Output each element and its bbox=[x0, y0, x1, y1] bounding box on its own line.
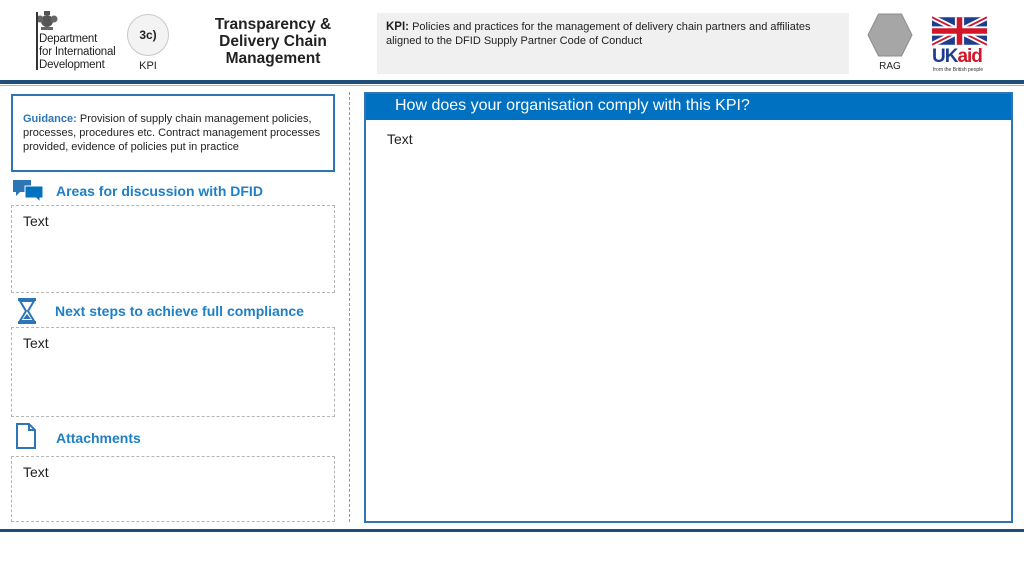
ukaid-aid: aid bbox=[957, 46, 982, 67]
next-steps-heading: Next steps to achieve full compliance bbox=[55, 303, 304, 319]
guidance-label: Guidance: bbox=[23, 113, 77, 125]
column-divider bbox=[349, 92, 350, 522]
kpi-description: Policies and practices for the management of delivery chain partners and affiliates aligned to the DFID Supply Partner Code of Conduct bbox=[386, 21, 811, 47]
compliance-question: How does your organisation comply with this KPI? bbox=[366, 94, 1011, 120]
compliance-textbox[interactable]: Text bbox=[387, 131, 413, 147]
ukaid-tagline: from the British people bbox=[933, 67, 984, 73]
footer-divider bbox=[0, 529, 1024, 532]
guidance-box bbox=[11, 94, 335, 172]
kpi-number-badge: 3c) bbox=[127, 14, 169, 56]
compliance-panel bbox=[364, 92, 1013, 523]
kpi-label: KPI: bbox=[386, 21, 409, 33]
attachments-heading: Attachments bbox=[56, 430, 141, 446]
dfid-logo-text: Department for International Development bbox=[39, 33, 116, 71]
discussion-textbox[interactable]: Text bbox=[11, 205, 335, 293]
document-icon bbox=[15, 423, 37, 449]
kpi-description-box bbox=[377, 13, 849, 74]
ukaid-uk: UK bbox=[932, 46, 958, 67]
union-flag-icon bbox=[932, 15, 987, 47]
guidance-text: Provision of supply chain management policies, processes, procedures etc. Contract management processes provided, evidence of policies put in practice bbox=[23, 113, 321, 153]
dfid-logo-rule bbox=[36, 12, 38, 70]
ukaid-wordmark bbox=[932, 46, 982, 68]
hexagon-icon[interactable] bbox=[867, 13, 913, 57]
speech-bubbles-icon bbox=[12, 179, 44, 203]
page-title: Transparency & Delivery Chain Management bbox=[214, 16, 332, 67]
kpi-caption: KPI bbox=[139, 60, 157, 72]
ukaid-logo bbox=[932, 15, 990, 75]
discussion-heading: Areas for discussion with DFID bbox=[56, 183, 263, 199]
dfid-logo bbox=[34, 10, 126, 72]
next-steps-textbox[interactable]: Text bbox=[11, 327, 335, 417]
rag-caption: RAG bbox=[879, 61, 901, 72]
header-divider-thin bbox=[0, 85, 1024, 86]
attachments-textbox[interactable]: Text bbox=[11, 456, 335, 522]
hourglass-icon bbox=[17, 297, 37, 325]
header-divider bbox=[0, 80, 1024, 84]
